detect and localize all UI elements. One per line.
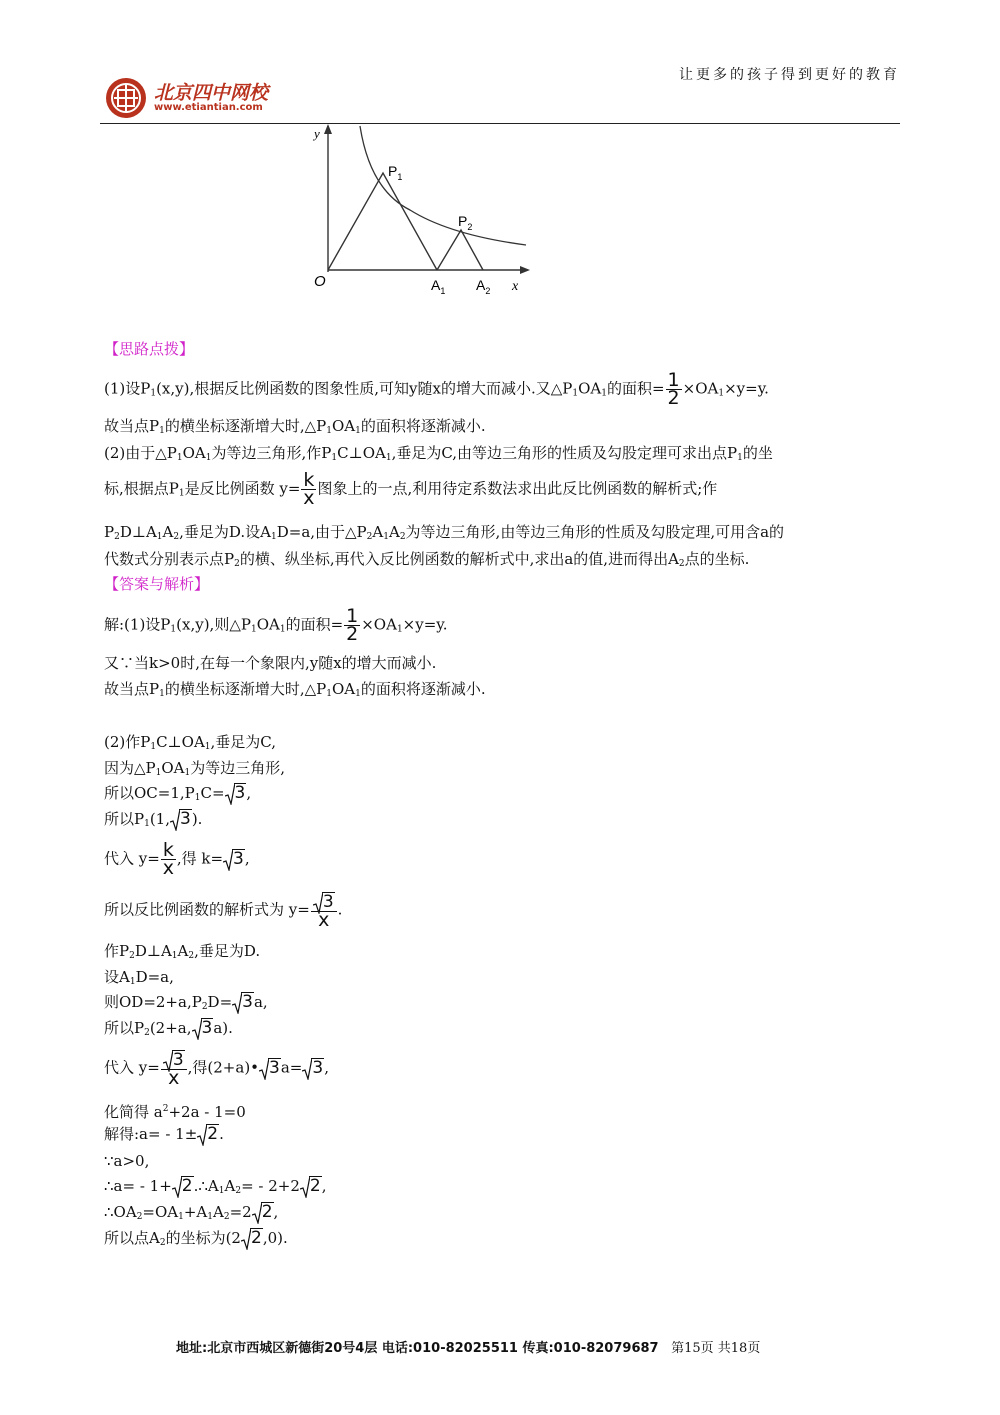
sqrt-3: 3 <box>163 1050 185 1069</box>
fraction-half-2: $\frac{1}{2}$ <box>346 605 359 645</box>
footer-page: 第15页 共18页 <box>671 1341 761 1356</box>
answer-line-20: 所以点$A_2$的坐标为(2 2,0). <box>104 1228 288 1248</box>
sqrt-3: 3 <box>192 1018 214 1038</box>
sqrt-3: 3 <box>302 1058 324 1078</box>
answer-line-10: 作$P_2D\perp A_1A_2$,垂足为D. <box>104 942 261 961</box>
hint-line-1: (1)设$P_1(x,y)$,根据反比例函数的图象性质,可知y随x的增大而减小.又$\triangle P_1OA_1$的面积= $\frac{1}{2}$ $\times OA_1\times y=y$. <box>104 369 769 409</box>
sqrt-3: 3 <box>170 809 192 829</box>
answer-line-12: 则$OD=2+a,P_2D=$ 3a, <box>104 992 268 1012</box>
logo-url: www.etiantian.com <box>154 102 263 113</box>
answer-line-3: 故当点$P_1$的横坐标逐渐增大时$,\triangle P_1OA_1$的面积将逐渐减小. <box>104 680 486 699</box>
sqrt-2: 2 <box>172 1176 194 1196</box>
footer-address: 地址:北京市西城区新德街20号4层 电话:010-82025511 传真:010-82079687 <box>176 1341 659 1356</box>
hyperbola-figure <box>300 120 540 300</box>
x-arrow <box>520 266 530 274</box>
sqrt-2: 2 <box>300 1176 322 1196</box>
answer-line-14: 代入 y= $\frac{3}{x}$ ,得(2+a)• 3a= 3, <box>104 1050 329 1089</box>
answer-line-6: 所以$OC=1,P_1C=$ 3, <box>104 783 252 803</box>
answer-line-5: 因为$\triangle P_1OA_1$为等边三角形, <box>104 759 286 778</box>
answer-line-1: 解:(1)设$P_1(x,y)$,则$\triangle P_1OA_1$的面积= $\frac{1}{2}$ $\times OA_1\times y=y$. <box>104 605 448 645</box>
fraction-half: $\frac{1}{2}$ <box>667 369 680 409</box>
sqrt-2: 2 <box>241 1228 263 1248</box>
slogan: 让更多的孩子得到更好的教育 <box>679 67 900 83</box>
sqrt-3: 3 <box>225 783 247 803</box>
hint-line-4: 标,根据点$P_1$是反比例函数 y= $\frac{k}{x}$ 图象上的一点,利用待定系数法求出此反比例函数的解析式;作 <box>104 469 718 509</box>
answer-line-8: 代入 y= $\frac{k}{x}$ ,得 k= 3, <box>104 839 250 879</box>
answer-line-7: 所以$P_1(1$, 3). <box>104 809 203 829</box>
answer-line-2: 又∵当k>0时,在每一个象限内,y随x的增大而减小. <box>104 654 437 672</box>
fraction-sqrt3-over-x: $\frac{3}{x}$ <box>311 892 337 929</box>
hint-title: 【思路点拨】 <box>104 340 195 358</box>
label-p1: $P_1$ <box>388 163 403 182</box>
answer-line-17: ∵a>0, <box>104 1152 150 1170</box>
footer <box>176 1337 760 1356</box>
answer-line-9: 所以反比例函数的解析式为 y= $\frac{3}{x}$ . <box>104 892 343 931</box>
sqrt-3: 3 <box>232 992 254 1012</box>
logo-icon <box>104 76 148 120</box>
answer-line-15: 化简得 $a^2+2a - 1=0$ <box>104 1103 246 1121</box>
label-a1: $A_1$ <box>431 277 446 296</box>
y-arrow <box>324 124 332 134</box>
label-x: x <box>512 279 519 294</box>
answer-line-19: $\therefore OA_2=OA_1+A_1A_2=2$ 2, <box>104 1202 279 1222</box>
fraction-k-over-x-2: $\frac{k}{x}$ <box>162 839 174 879</box>
answer-line-4: (2)作$P_1C\perp OA_1$,垂足为C, <box>104 733 277 752</box>
fraction-k-over-x: $\frac{k}{x}$ <box>303 469 315 509</box>
hint-line-2: 故当点$P_1$的横坐标逐渐增大时$,\triangle P_1OA_1$的面积将逐渐减小. <box>104 417 486 436</box>
hyperbola-curve <box>360 126 526 245</box>
answer-line-13: 所以$P_2(2+a$, 3a). <box>104 1018 233 1038</box>
sqrt-2: 2 <box>197 1124 219 1144</box>
hint-line-6: 代数式分别表示点$P_2$的横、纵坐标,再代入反比例函数的解析式中,求出a的值,进而得出$A_2$点的坐标. <box>104 550 750 569</box>
label-p2: $P_2$ <box>458 213 473 232</box>
answer-line-11: 设$A_1D=a$, <box>104 968 174 987</box>
label-a2: $A_2$ <box>476 277 491 296</box>
sqrt-3: 3 <box>313 892 335 911</box>
answer-line-16: 解得:a= - 1± 2. <box>104 1124 224 1144</box>
label-origin: O <box>314 273 326 290</box>
sqrt-2: 2 <box>252 1202 274 1222</box>
fraction-sqrt3-over-x-2: $\frac{3}{x}$ <box>161 1050 187 1087</box>
answer-title: 【答案与解析】 <box>104 575 210 593</box>
logo-text: 北京四中网校 <box>154 82 269 104</box>
answer-line-18: ∴a= - 1+ $2.\therefore A_1A_2= - 2+2$ 2, <box>104 1176 327 1196</box>
header <box>100 67 900 127</box>
sqrt-3: 3 <box>259 1058 281 1078</box>
hint-line-3: (2)由于$\triangle P_1OA_1$为等边三角形,作$P_1C\perp OA_1$,垂足为C,由等边三角形的性质及勾股定理可求出点$P_1$的坐 <box>104 444 773 463</box>
sqrt-3: 3 <box>223 849 245 869</box>
label-y: y <box>314 126 320 141</box>
hint-line-5: $P_2D\perp A_1A_2$,垂足为D.设$A_1D=a$,由于$\triangle P_2A_1A_2$为等边三角形,由等边三角形的性质及勾股定理,可用含a的 <box>104 523 785 542</box>
